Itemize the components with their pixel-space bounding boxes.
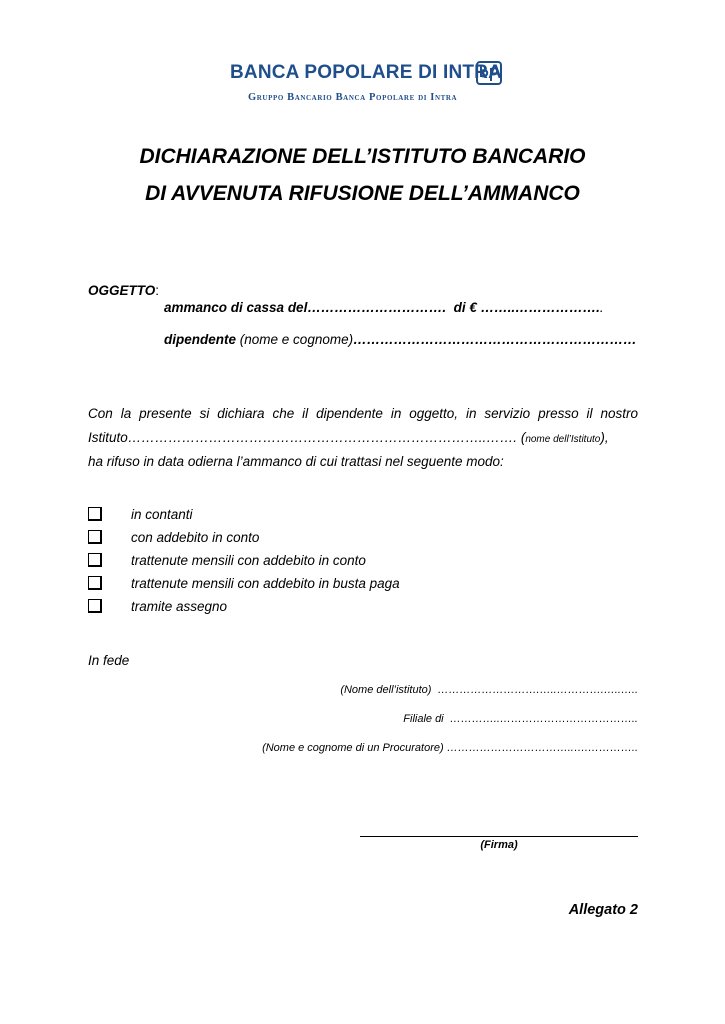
istituto-name-field[interactable]: ……………………….…..………….…..….. (437, 684, 638, 696)
signature-line[interactable] (360, 836, 638, 837)
ammanco-label: ammanco di cassa del (164, 300, 308, 315)
document-title-line2: DI AVVENUTA RIFUSIONE DELL’AMMANCO (145, 182, 580, 205)
attachment-label: Allegato 2 (568, 902, 638, 918)
procuratore-label: (Nome e cognome di un Procuratore) (262, 742, 444, 754)
body-line2 (88, 430, 609, 445)
filiale-field[interactable]: …………..……………………………….. (449, 713, 638, 725)
bpi-logo-icon (476, 61, 502, 85)
ammanco-amount-label: di € (453, 300, 477, 315)
checkbox-in-contanti[interactable] (88, 507, 102, 521)
group-name: Gruppo Bancario Banca Popolare di Intra (248, 92, 458, 103)
ammanco-end: . (599, 300, 604, 315)
istituto-name-label: (Nome dell’istituto) (340, 684, 432, 696)
oggetto-row (88, 283, 159, 298)
document-title-line1: DICHIARAZIONE DELL’ISTITUTO BANCARIO (139, 145, 586, 168)
body-line3: ha rifuso in data odierna l’ammanco di cui trattasi nel seguente modo: (88, 454, 504, 469)
dipendente-note: (nome e cognome) (239, 332, 354, 347)
option-label: trattenute mensili con addebito in busta paga (131, 576, 400, 591)
dipendente-row (164, 332, 637, 347)
body-line1: Con la presente si dichiara che il dipendente in oggetto, in servizio presso il nostro (88, 406, 638, 421)
oggetto-colon: : (155, 283, 160, 298)
istituto-note-open: ( (520, 430, 526, 445)
ammanco-date-field[interactable]: …………………………. (307, 300, 447, 315)
checkbox-assegno[interactable] (88, 599, 102, 613)
signature-label: (Firma) (480, 839, 518, 851)
filiale-label: Filiale di (403, 713, 444, 725)
option-label: tramite assegno (131, 599, 228, 614)
istituto-label: Istituto (88, 430, 128, 445)
dipendente-label: dipendente (164, 332, 237, 347)
ammanco-amount-field[interactable]: ……..………………. (480, 300, 600, 315)
bank-name: BANCA POPOLARE DI INTRA (230, 62, 503, 83)
procuratore-field[interactable]: ……………………………..….………….. (446, 742, 638, 754)
istituto-field[interactable]: ……………………………………………………………………..……. (127, 430, 518, 445)
checkbox-trattenute-conto[interactable] (88, 553, 102, 567)
istituto-note-close: ), (600, 430, 609, 445)
closing-text: In fede (88, 653, 130, 668)
filiale-row (403, 713, 638, 725)
ammanco-row (164, 300, 604, 315)
istituto-signature-row (340, 684, 638, 696)
dipendente-field[interactable]: ……………………………………………………… (353, 332, 637, 347)
option-label: in contanti (131, 507, 193, 522)
checkbox-addebito-conto[interactable] (88, 530, 102, 544)
checkbox-trattenute-busta-paga[interactable] (88, 576, 102, 590)
procuratore-row (262, 742, 638, 754)
option-label: trattenute mensili con addebito in conto (131, 553, 366, 568)
istituto-note: nome dell’Istituto (525, 434, 601, 445)
oggetto-label: OGGETTO (88, 283, 156, 298)
option-label: con addebito in conto (131, 530, 260, 545)
